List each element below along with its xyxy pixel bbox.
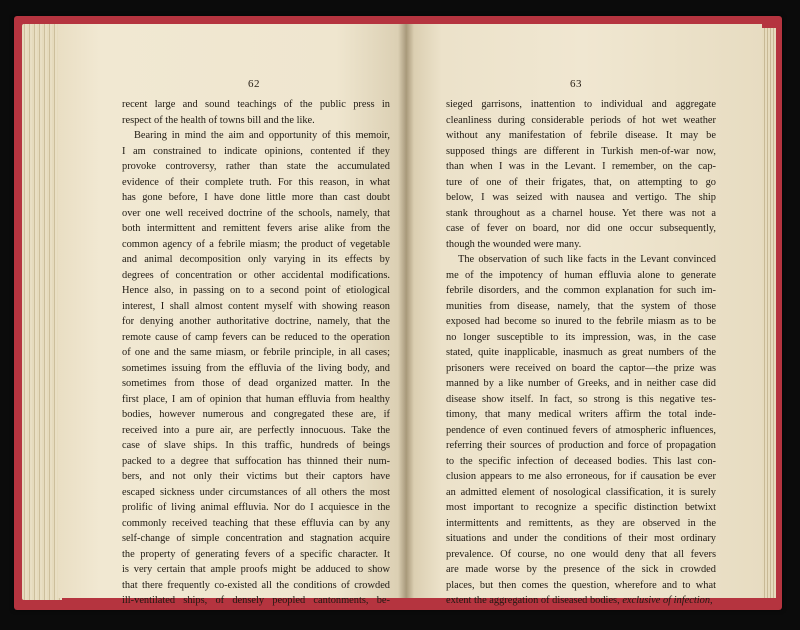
text-line: exposed had become so inured to the febrile miasm as to be: [446, 316, 716, 327]
text-line: munities from disease, namely, that the system of those: [446, 300, 716, 312]
text-line: most important to recognize a specific distinction betwixt: [446, 502, 716, 513]
text-line: referring their sources of production and force of propagation: [446, 440, 716, 451]
text-line: intermittents and remittents, as they are observed in the: [446, 517, 716, 529]
text-line: respect of the health of towns bill and the like.: [122, 114, 315, 126]
left-page-number: 62: [248, 78, 260, 90]
text-line: self-change of simple concentration and stagnation acquire: [122, 533, 390, 544]
text-line: packed to a degree that suffocation has thinned their num-: [122, 455, 390, 467]
text-line: timony, that many medical writers affirm the total inde-: [446, 409, 716, 420]
text-line: sometimes from those of dead organized matter. In the: [122, 378, 390, 389]
right-page-text: [446, 97, 716, 609]
italic-phrase: exclusive of infection,: [622, 595, 713, 606]
text-line: recent large and sound teachings of the public press in: [122, 99, 390, 110]
text-line: clusion appears to me also erroneous, for if causation be ever: [446, 471, 716, 482]
text-line: are made worse by the presence of the sick in crowded: [446, 564, 716, 575]
text-line: an admitted element of nosological classification, it is surely: [446, 486, 716, 498]
text-fragment: extent the aggregation of diseased bodies,: [446, 595, 620, 606]
text-line: case of fever on board, nor did one occur subsequently,: [446, 223, 716, 234]
text-line: evidence of their complete truth. For this reason, in what: [122, 176, 390, 188]
text-line: ture of one of their frigates, that, on attempting to go: [446, 176, 716, 188]
text-line: cleanliness during considerable periods of hot wet weather: [446, 114, 716, 126]
text-line: the property of generating fevers of a specific character. It: [122, 548, 390, 560]
text-line: [446, 593, 716, 609]
text-line: has gone before, I have done little more than cast doubt: [122, 192, 390, 203]
text-line: sieged garrisons, inattention to individual and aggregate: [446, 99, 716, 110]
text-line: of one and the same miasm, or febrile principle, in all cases;: [122, 347, 390, 358]
text-line: situations and under the conditions of their most ordinary: [446, 533, 716, 544]
text-line: no longer susceptible to its impression, was, in the case: [446, 331, 716, 343]
text-line: degrees of concentration or other accidental modifications.: [122, 269, 390, 281]
text-line: below, I was seized with nausea and vertigo. The ship: [446, 192, 716, 203]
text-line: sometimes issuing from the effluvia of the living body, and: [122, 362, 390, 374]
right-page-number: 63: [570, 78, 582, 90]
text-line: received into a pure air, are perfectly innocuous. Take the: [122, 424, 390, 436]
text-line: places, but then comes the question, wherefore and to what: [446, 579, 716, 591]
text-line: commonly received teaching that these effluvia can by any: [122, 517, 390, 529]
text-line: prisoners were received on board the captor—the prize was: [446, 362, 716, 374]
text-line: case of slave ships. In this traffic, hundreds of beings: [122, 440, 390, 451]
text-line: disease show itself. In fact, so strong is this negative tes-: [446, 393, 716, 405]
text-line: stank throughout as a charnel house. Yet there was not a: [446, 207, 716, 219]
text-line: and animal decomposition only varying in its effects by: [122, 254, 390, 265]
text-line: Hence also, in passing on to a second point of etiological: [122, 285, 390, 296]
left-page-text: [122, 97, 390, 609]
text-line: The observation of such like facts in the Levant convinced: [458, 254, 716, 265]
page-edges-left: [22, 24, 62, 600]
text-line: remote cause of camp fevers can be reduced to the operation: [122, 331, 390, 343]
text-line: to the specific infection of deceased bodies. This last con-: [446, 455, 716, 467]
text-line: over one well received doctrine of the schools, namely, that: [122, 207, 390, 219]
text-line: ill-ventilated ships, of densely peopled cantonments, be-: [122, 595, 390, 606]
text-line: without any manifestation of febrile disease. It may be: [446, 130, 716, 141]
text-line: stated, quite inapplicable, inasmuch as great numbers of the: [446, 347, 716, 358]
text-line: manned by a like number of Greeks, and in neither case did: [446, 378, 716, 389]
text-line: bodies, however numerous and congregated these are, if: [122, 409, 390, 420]
text-line: febrile disorders, and the common explanation for such im-: [446, 285, 716, 296]
text-line: escaped sickness under circumstances of all others the most: [122, 486, 390, 498]
text-line: both intermittent and remittent fevers arise alike from the: [122, 223, 390, 234]
text-line: though the wounded were many.: [446, 238, 582, 250]
text-line: provoke controversy, rather than state the accumulated: [122, 161, 390, 172]
text-line: than when I was in the Levant. I remember, on the cap-: [446, 161, 716, 172]
text-line: interest, I shall almost content myself with showing reason: [122, 300, 390, 312]
text-line: pendence of even continued fevers of atmospheric influences,: [446, 424, 716, 436]
text-line: prolific of living animal effluvia. Nor do I acquiesce in the: [122, 502, 390, 513]
text-line: I am constrained to indicate opinions, contented if they: [122, 145, 390, 157]
text-line: for denying another authoritative doctrine, namely, that the: [122, 316, 390, 327]
text-line: prevalence. Of course, no one would deny that all fevers: [446, 548, 716, 560]
text-line: supposed things are different in Turkish men-of-war now,: [446, 145, 716, 157]
text-line: common agency of a febrile miasm; the product of vegetable: [122, 238, 390, 250]
text-line: bers, and not only their victims but their captors have: [122, 471, 390, 482]
text-line: that there frequently co-existed all the conditions of crowded: [122, 579, 390, 591]
text-line: is very certain that ample proofs might be adduced to show: [122, 564, 390, 575]
book-gutter: [398, 24, 414, 598]
text-line: first place, I am of opinion that human effluvia from healthy: [122, 393, 390, 405]
text-line: Bearing in mind the aim and opportunity of this memoir,: [134, 130, 390, 141]
text-line: me of the impotency of human effluvia alone to generate: [446, 269, 716, 281]
page-edges-right: [762, 28, 776, 598]
